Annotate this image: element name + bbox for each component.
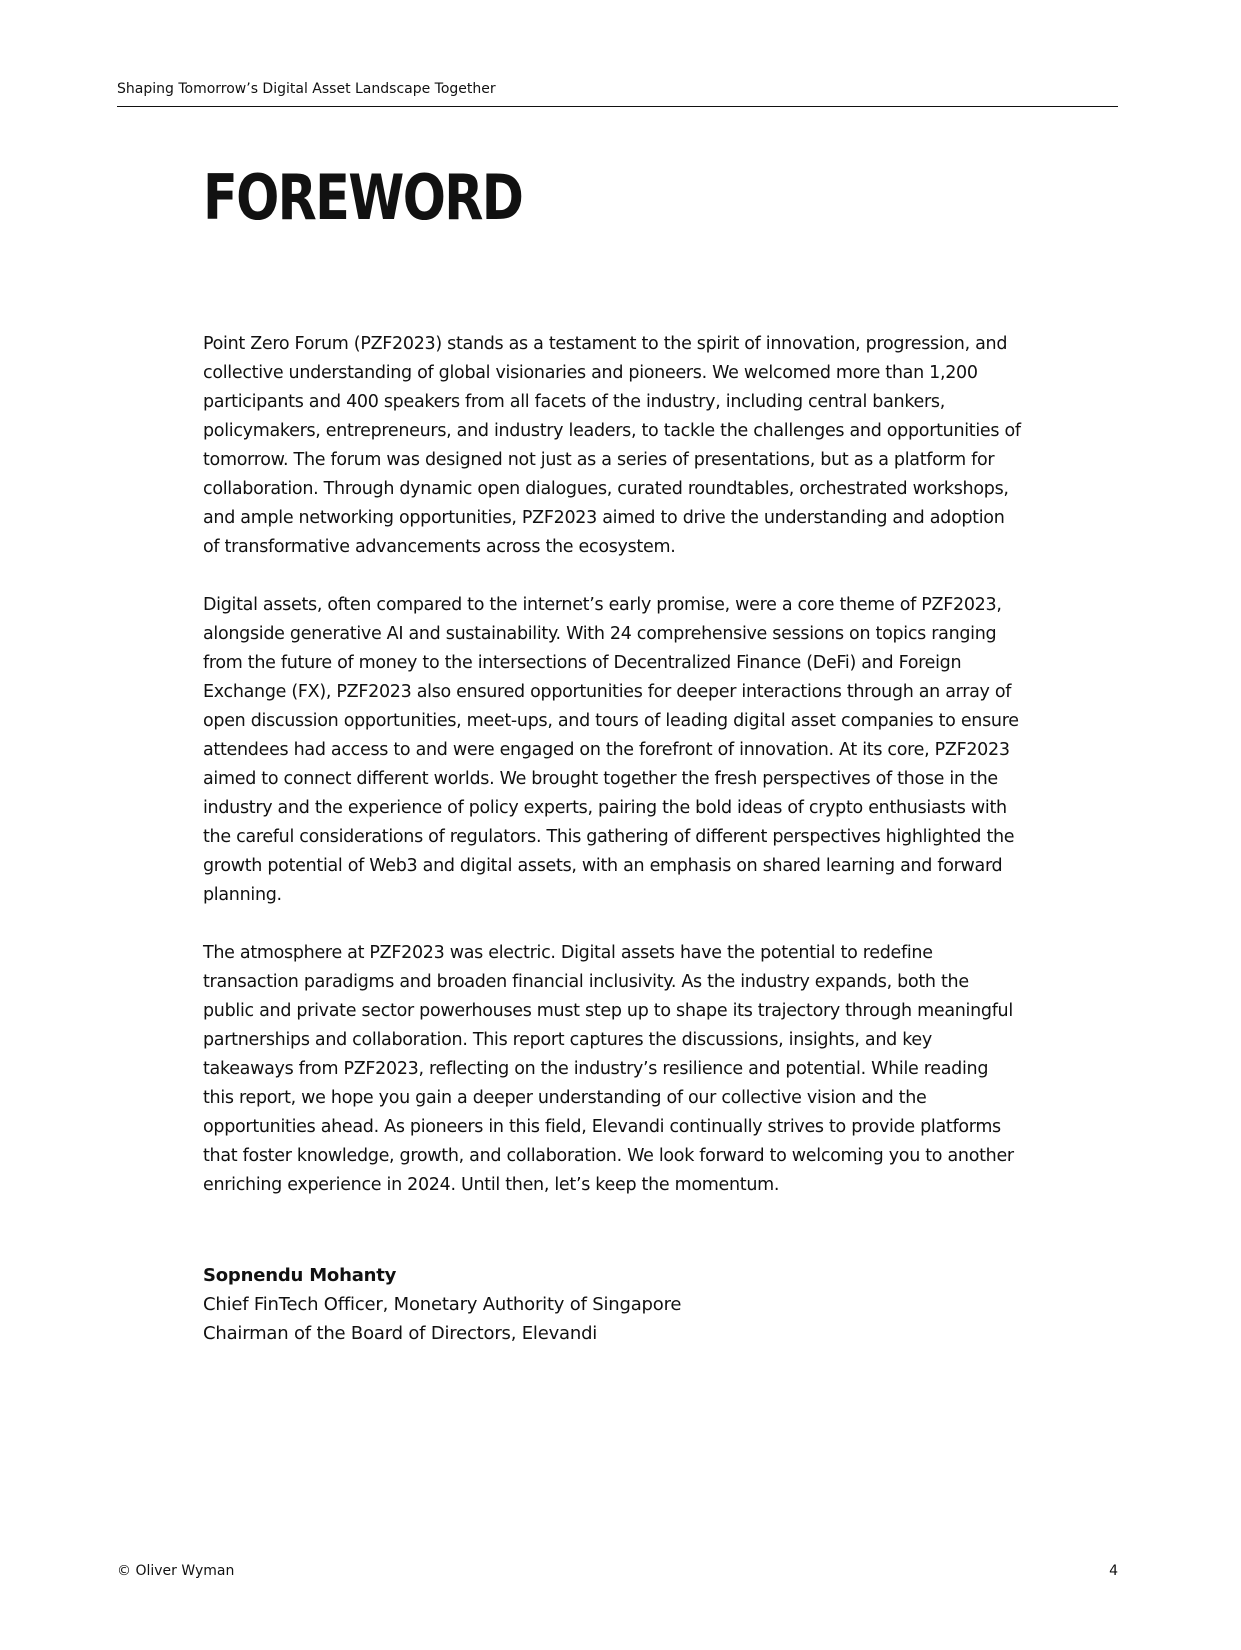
- paragraph-3: The atmosphere at PZF2023 was electric. Digital assets have the potential to redefine transaction paradigms and broaden financial inclusivity. As the industry expands, both the public and private sector powerhouses must step up to shape its trajectory through meaningful partnerships and collaboration. This report captures the discussions, insights, and key takeaways from PZF2023, reflecting on the industry’s resilience and potential. While reading this report, we hope you gain a deeper understanding of our collective vision and the opportunities ahead. As pioneers in this field, Elevandi continually strives to provide platforms that foster knowledge, growth, and collaboration. We look forward to welcoming you to another enriching experience in 2024. Until then, let’s keep the momentum.: [203, 943, 1014, 1195]
- paragraph-1: Point Zero Forum (PZF2023) stands as a testament to the spirit of innovation, progression, and collective understanding of global visionaries and pioneers. We welcomed more than 1,200 participants and 400 speakers from all facets of the industry, including central bankers, policymakers, entrepreneurs, and industry leaders, to tackle the challenges and opportunities of tomorrow. The forum was designed not just as a series of presentations, but as a platform for collaboration. Through dynamic open dialogues, curated roundtables, orchestrated workshops, and ample networking opportunities, PZF2023 aimed to drive the understanding and adoption of transformative advancements across the ecosystem.: [203, 334, 1021, 557]
- running-header-title: Shaping Tomorrow’s Digital Asset Landscape Together: [117, 81, 496, 97]
- page-title: FOREWORD: [203, 161, 523, 234]
- signatory-name: Sopnendu Mohanty: [203, 1265, 397, 1286]
- footer-copyright: © Oliver Wyman: [117, 1563, 235, 1579]
- paragraph-2: Digital assets, often compared to the internet’s early promise, were a core theme of PZF2023, alongside generative AI and sustainability. With 24 comprehensive sessions on topics ranging from the future of money to the intersections of Decentralized Finance (DeFi) and Foreign Exchange (FX), PZF2023 also ensured opportunities for deeper interactions through an array of open discussion opportunities, meet-ups, and tours of leading digital asset companies to ensure attendees had access to and were engaged on the forefront of innovation. At its core, PZF2023 aimed to connect different worlds. We brought together the fresh perspectives of those in the industry and the experience of policy experts, pairing the bold ideas of crypto enthusiasts with the careful considerations of regulators. This gathering of different perspectives highlighted the growth potential of Web3 and digital assets, with an emphasis on shared learning and forward planning.: [203, 595, 1019, 905]
- page-number: 4: [1109, 1563, 1118, 1579]
- signature-block: [203, 1261, 1023, 1348]
- running-header: [117, 80, 1118, 107]
- foreword-body: [203, 330, 1023, 1229]
- signatory-role-2: Chairman of the Board of Directors, Elevandi: [203, 1323, 598, 1344]
- signatory-role-1: Chief FinTech Officer, Monetary Authority of Singapore: [203, 1294, 682, 1315]
